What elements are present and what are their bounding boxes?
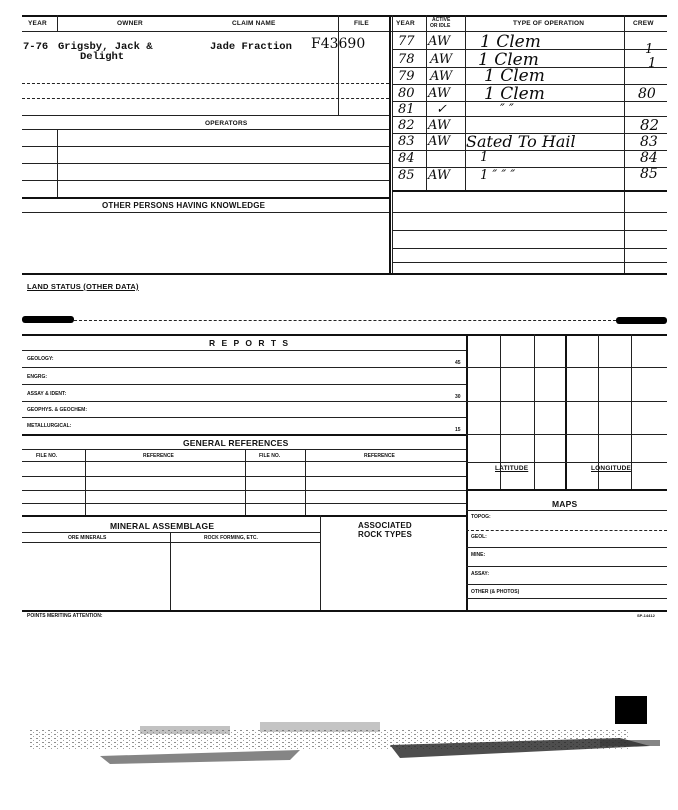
mineral-assemblage-title: MINERAL ASSEMBLAGE: [110, 521, 215, 531]
col-header-claim-name: CLAIM NAME: [232, 20, 276, 27]
latitude-label: LATITUDE: [495, 465, 529, 472]
ops-crew: 84: [640, 150, 658, 166]
report-label: GEOLOGY:: [27, 356, 54, 362]
ops-operation: 1 Clem: [480, 32, 541, 52]
col-header-or-idle: OR IDLE: [430, 23, 451, 29]
gr-col-divider: [245, 449, 246, 515]
ops-year: 84: [398, 151, 415, 166]
entry-owner: Grigsby, Jack &: [58, 41, 153, 53]
top-border: [22, 15, 667, 17]
map-label: TOPOG:: [471, 514, 491, 520]
gr-bottom: [22, 515, 466, 517]
ops-year: 78: [398, 52, 415, 67]
row-line: [22, 83, 389, 84]
col-divider: [624, 15, 625, 273]
form-number: SP-14412: [637, 613, 655, 618]
ops-row-line: [392, 212, 667, 213]
ops-status: AW: [428, 118, 451, 133]
gr-col-header: REFERENCE: [364, 453, 395, 459]
ops-row-line: [392, 262, 667, 263]
ops-crew: 1: [645, 42, 654, 57]
gr-col-divider: [305, 449, 306, 515]
gr-col-header: REFERENCE: [143, 453, 174, 459]
rock-types-label: ROCK TYPES: [358, 530, 413, 539]
scan-bar-right: [616, 317, 667, 324]
ops-status: AW: [428, 34, 451, 49]
ops-crew: 85: [640, 166, 658, 182]
gr-col-header: FILE NO.: [259, 453, 281, 459]
ma-header-rule: [22, 532, 320, 533]
ops-status: AW: [430, 52, 453, 67]
gr-col-header: FILE NO.: [36, 453, 58, 459]
report-label: ASSAY & IDENT:: [27, 391, 67, 397]
ops-operation: 1 Clem: [478, 50, 539, 70]
coord-bottom: [466, 489, 667, 491]
report-row-line: [22, 384, 466, 385]
coord-grid-line: [466, 367, 667, 368]
ops-row-line: [392, 248, 667, 249]
col-divider: [57, 15, 58, 31]
ops-crew: 1: [648, 56, 657, 71]
row-line: [22, 129, 389, 130]
row-line: [22, 98, 389, 99]
coord-grid-line: [466, 401, 667, 402]
reports-header-rule: [22, 350, 466, 351]
maps-row-line: [466, 584, 667, 585]
col-header-year: YEAR: [28, 20, 47, 27]
map-label: OTHER (& PHOTOS): [471, 589, 520, 595]
report-row-line: [22, 367, 466, 368]
gr-row-line: [22, 461, 466, 462]
reports-top-border: [22, 334, 667, 336]
gr-row-line: [22, 476, 466, 477]
map-label: ASSAY:: [471, 571, 490, 577]
entry-claim-name: Jade Fraction: [210, 41, 292, 53]
col-divider: [338, 15, 339, 115]
coord-grid-line: [631, 334, 632, 489]
ops-crew: 82: [640, 116, 660, 134]
scan-noise-band: [0, 690, 678, 800]
maps-row-line: [466, 547, 667, 548]
associated-label: ASSOCIATED: [358, 521, 412, 530]
gr-row-line: [22, 490, 466, 491]
entry-owner-line2: Delight: [80, 51, 125, 63]
row-line: [22, 212, 389, 213]
report-num: 45: [455, 360, 461, 366]
report-row-line: [22, 401, 466, 402]
ops-operation: ″ ″: [500, 102, 514, 117]
gr-row-line: [22, 503, 466, 504]
scan-bar-left: [22, 316, 74, 323]
ops-year: 82: [398, 118, 415, 133]
other-persons-label: OTHER PERSONS HAVING KNOWLEDGE: [102, 201, 266, 210]
ops-year: 80: [398, 86, 415, 101]
ops-status: AW: [428, 168, 451, 183]
center-divider: [389, 15, 391, 273]
ops-status: AW: [428, 86, 451, 101]
report-label: ENGRG:: [27, 374, 47, 380]
top-table-bottom: [22, 273, 667, 275]
col-divider: [465, 15, 466, 190]
coord-grid-line: [466, 462, 667, 463]
ops-year: 85: [398, 168, 415, 183]
form-bottom: [22, 610, 667, 612]
row-line: [22, 163, 389, 164]
general-references-title: GENERAL REFERENCES: [183, 438, 289, 448]
coord-grid-line: [534, 334, 535, 489]
reports-right-divider: [466, 334, 468, 611]
report-num: 15: [455, 427, 461, 433]
ops-operation: 1 Clem: [484, 66, 545, 86]
ops-year: 81: [398, 102, 415, 117]
col-header-owner: OWNER: [117, 20, 143, 27]
report-row-line: [22, 417, 466, 418]
row-line: [22, 180, 389, 181]
ops-status: AW: [428, 134, 451, 149]
coord-grid-line: [466, 434, 667, 435]
col-header-ops-year: YEAR: [396, 20, 415, 27]
maps-row-line: [466, 530, 667, 531]
gr-header-rule: [22, 449, 466, 450]
ops-year: 83: [398, 134, 415, 149]
ma-subheader-rule: [22, 542, 320, 543]
ops-row-line: [392, 190, 667, 192]
center-divider-inner: [392, 15, 393, 273]
row-line: [22, 146, 389, 147]
maps-row-line: [466, 598, 667, 599]
col-header-type-operation: TYPE OF OPERATION: [513, 20, 585, 27]
entry-year: 7-76: [23, 41, 49, 53]
ops-crew: 83: [640, 134, 658, 150]
row-line: [22, 115, 389, 116]
longitude-label: LONGITUDE: [591, 465, 632, 472]
col-header-file: FILE: [354, 20, 369, 27]
ma-col-divider: [320, 515, 321, 611]
reports-title: R E P O R T S: [209, 338, 291, 348]
ops-year: 77: [398, 34, 415, 49]
rock-forming-header: ROCK FORMING, ETC.: [204, 535, 258, 541]
ore-minerals-header: ORE MINERALS: [68, 535, 107, 541]
col-divider: [426, 15, 427, 190]
points-meriting-label: POINTS MERITING ATTENTION:: [27, 613, 103, 619]
header-rule: [22, 31, 667, 32]
ops-status: AW: [430, 69, 453, 84]
map-label: MINE:: [471, 552, 486, 558]
coord-grid-line: [565, 334, 567, 489]
ops-operation: 1 Clem: [484, 84, 545, 104]
ops-row-line: [392, 116, 667, 117]
ops-year: 79: [398, 69, 415, 84]
gr-col-divider: [85, 449, 86, 515]
map-label: GEOL:: [471, 534, 487, 540]
maps-row-line: [466, 566, 667, 567]
report-row-line: [22, 434, 466, 436]
col-header-active: ACTIVE: [432, 17, 451, 23]
report-label: METALLURGICAL:: [27, 423, 72, 429]
row-line: [22, 197, 389, 199]
ops-operation: Sated To Hail: [466, 132, 576, 151]
report-num: 30: [455, 394, 461, 400]
ops-operation: 1: [480, 150, 489, 165]
ops-operation: 1 ″ ″ ″: [480, 168, 516, 183]
ops-crew: 80: [638, 86, 656, 102]
ops-status: ✓: [436, 102, 447, 117]
maps-title: MAPS: [552, 499, 578, 509]
entry-file-number: F43690: [311, 36, 366, 52]
land-status-rule: [74, 320, 616, 321]
maps-header-rule: [466, 510, 667, 511]
ma-col-divider: [170, 532, 171, 611]
col-header-crew: CREW: [633, 20, 654, 27]
operators-label: OPERATORS: [205, 120, 248, 127]
report-label: GEOPHYS. & GEOCHEM:: [27, 407, 88, 413]
land-status-label: LAND STATUS (OTHER DATA): [27, 282, 139, 291]
ops-row-line: [392, 230, 667, 231]
